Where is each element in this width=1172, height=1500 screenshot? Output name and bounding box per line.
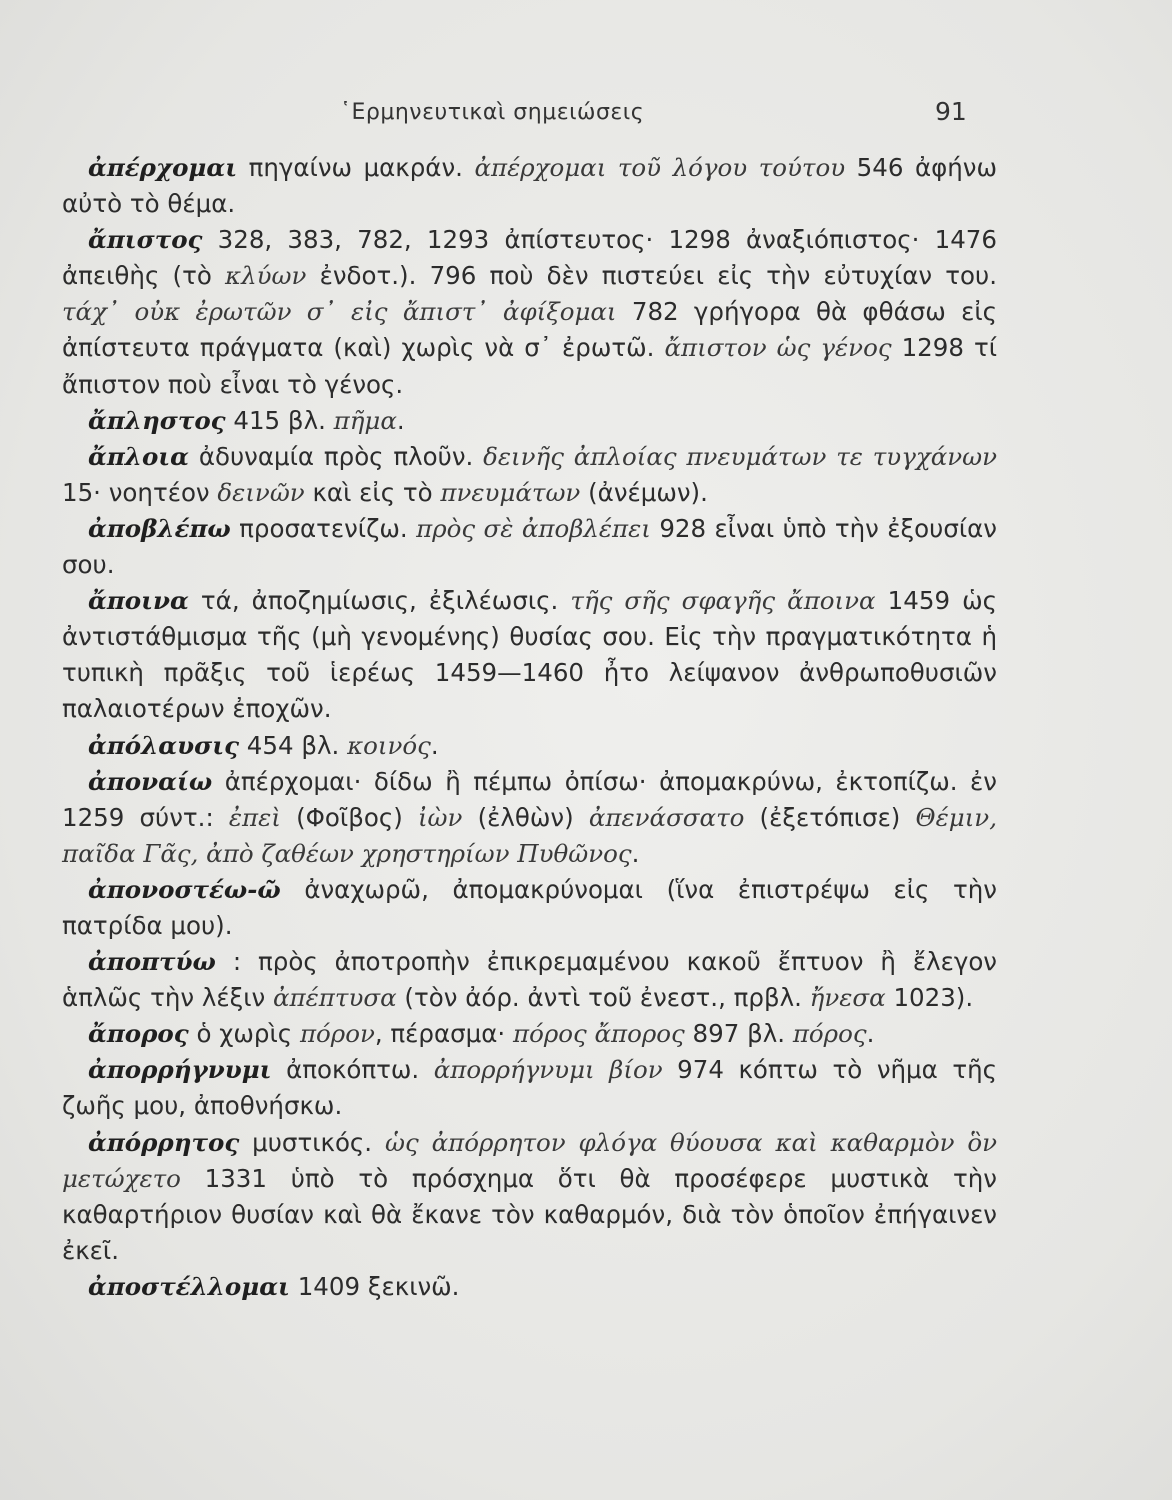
- gloss-text: 1459 ὡς ἀντιστάθμισμα τῆς (μὴ γενομένης) θυσίας σου. Εἰς τὴν πραγματικότητα ἡ τυπικὴ πρᾶξις τοῦ ἱερέως 1459—1460 ἦτο λείψανον ἀνθρωποθυσιῶν παλαιοτέρων ἐποχῶν.: [62, 586, 998, 724]
- gloss-text: .: [430, 730, 439, 760]
- gloss-text: 1409 ξεκινῶ.: [289, 1271, 460, 1301]
- greek-quotation: πνευμάτων: [440, 477, 581, 507]
- greek-quotation: ἰὼν: [417, 802, 463, 832]
- glossary-entry: [62, 1125, 997, 1269]
- headword: ἄπληστος: [88, 405, 226, 435]
- gloss-text: πηγαίνω μακράν.: [237, 153, 475, 182]
- greek-quotation: πόρος ἄπορος: [512, 1019, 685, 1049]
- greek-quotation: ὡς ἀπόρρητον φλόγα θύουσα καὶ καθαρμὸν ὃν μετώχετο: [62, 1127, 997, 1193]
- greek-quotation: δεινῆς ἀπλοίας πνευμάτων τε τυγχάνων: [483, 441, 997, 471]
- headword: ἀποστέλλομαι: [88, 1271, 290, 1301]
- gloss-text: 974 κόπτω τὸ νῆμα τῆς ζωῆς μου, ἀποθνήσκω.: [62, 1055, 997, 1121]
- headword: ἀπέρχομαι: [88, 153, 238, 182]
- greek-quotation: πόρον: [299, 1019, 375, 1049]
- headword: ἀπόρρητος: [88, 1127, 240, 1157]
- greek-quotation: κλύων: [225, 261, 307, 291]
- greek-quotation: Θέμιν, παῖδα Γᾶς, ἀπὸ ζαθέων χρηστηρίων Πυθῶνος: [62, 802, 997, 868]
- gloss-text: ἀναχωρῶ, ἀπομακρύνομαι (ἵνα ἐπιστρέψω εἰς τὴν πατρίδα μου).: [62, 874, 997, 940]
- gloss-text: (ἐξετόπισε): [744, 802, 916, 832]
- glossary-entry: [62, 764, 997, 872]
- gloss-text: , πέρασμα·: [374, 1019, 513, 1049]
- headword: ἀποπτύω: [88, 947, 216, 977]
- headword: ἄποινα: [88, 586, 189, 616]
- gloss-text: 1023).: [885, 983, 974, 1013]
- gloss-text: 1298 τί ἄπιστον ποὺ εἶναι τὸ γένος.: [62, 333, 997, 399]
- headword: ἄπιστος: [88, 225, 203, 255]
- glossary-entry: [62, 583, 997, 727]
- running-title: ῾Ερμηνευτικαὶ σημειώσεις: [340, 100, 645, 125]
- gloss-text: προσατενίζω.: [230, 513, 417, 543]
- gloss-text: 328, 383, 782, 1293 ἀπίστευτος· 1298 ἀναξιόπιστος· 1476 ἀπειθὴς (τὸ: [62, 225, 997, 291]
- glossary-entry: [62, 439, 997, 511]
- glossary-entry: [62, 728, 997, 764]
- gloss-text: ἐνδοτ.). 796 ποὺ δὲν πιστεύει εἰς τὴν εὐτυχίαν του.: [306, 261, 997, 291]
- greek-quotation: δεινῶν: [217, 477, 305, 507]
- gloss-text: μυστικός.: [239, 1127, 385, 1157]
- headword: ἀποβλέπω: [88, 513, 231, 543]
- glossary-entry: [62, 403, 997, 439]
- gloss-text: : πρὸς ἀποτροπὴν ἐπικρεμαμένου κακοῦ ἔπτυον ἢ ἔλεγον ἁπλῶς τὴν λέξιν: [62, 947, 997, 1013]
- greek-quotation: πῆμα: [333, 405, 397, 435]
- glossary-entry: [62, 150, 997, 222]
- headword: ἄπλοια: [88, 441, 190, 471]
- greek-quotation: ἀπενάσσατο: [588, 802, 745, 832]
- greek-quotation: τάχ᾿ οὐκ ἐρωτῶν σ᾿ εἰς ἄπιστ᾿ ἀφίξομαι: [62, 297, 617, 327]
- gloss-text: .: [396, 405, 405, 435]
- headword: ἀπόλαυσις: [88, 730, 239, 760]
- gloss-text: (ἀνέμων).: [580, 477, 708, 507]
- gloss-text: ἀπέρχομαι· δίδω ἢ πέμπω ὀπίσω· ἀπομακρύνω, ἐκτοπίζω. ἐν 1259 σύντ.:: [62, 766, 997, 832]
- greek-quotation: τῆς σῆς σφαγῆς ἄποινα: [570, 586, 876, 616]
- gloss-text: (Φοῖβος): [280, 802, 418, 832]
- gloss-text: .: [866, 1019, 875, 1049]
- greek-quotation: πόρος: [792, 1019, 867, 1049]
- gloss-text: 928 εἶναι ὑπὸ τὴν ἐξουσίαν σου.: [62, 513, 997, 580]
- gloss-text: 897 βλ.: [684, 1019, 793, 1049]
- gloss-text: 1331 ὑπὸ τὸ πρόσχημα ὅτι θὰ προσέφερε μυστικὰ τὴν καθαρτήριον θυσίαν καὶ θὰ ἔκανε τὸν καθαρμόν, διὰ τὸν ὁποῖον ἐπήγαινεν ἐκεῖ.: [62, 1163, 997, 1265]
- gloss-text: 546 ἀφήνω αὐτὸ τὸ θέμα.: [62, 153, 997, 219]
- greek-quotation: ἀπέρχομαι τοῦ λόγου τούτου: [474, 153, 846, 182]
- glossary-entries: [62, 150, 997, 1305]
- glossary-entry: [62, 1052, 997, 1124]
- glossary-entry: [62, 944, 997, 1016]
- glossary-entry: [62, 1016, 997, 1052]
- gloss-text: ὁ χωρὶς: [188, 1019, 300, 1049]
- gloss-text: ἀποκόπτω.: [271, 1055, 434, 1085]
- gloss-text: καὶ εἰς τὸ: [304, 477, 441, 507]
- greek-quotation: ἀπέπτυσα: [273, 983, 397, 1013]
- gloss-text: τά, ἀποζημίωσις, ἐξιλέωσις.: [188, 586, 571, 616]
- gloss-text: 415 βλ.: [225, 405, 334, 435]
- greek-quotation: ἄπιστον ὡς γένος: [664, 333, 892, 363]
- greek-quotation: κοινός: [347, 730, 431, 760]
- glossary-entry: [62, 511, 997, 583]
- glossary-entry: [62, 872, 997, 944]
- greek-quotation: ἐπεὶ: [228, 802, 281, 832]
- gloss-text: 454 βλ.: [239, 730, 348, 760]
- gloss-text: (τὸν ἀόρ. ἀντὶ τοῦ ἐνεστ., πρβλ.: [396, 983, 810, 1013]
- headword: ἀπορρήγνυμι: [88, 1055, 272, 1085]
- gloss-text: 15· νοητέον: [62, 477, 218, 507]
- gloss-text: 782 γρήγορα θὰ φθάσω εἰς ἀπίστευτα πράγματα (καὶ) χωρὶς νὰ σ᾿ ἐρωτῶ.: [62, 297, 997, 363]
- greek-quotation: πρὸς σὲ ἀποβλέπει: [416, 513, 651, 543]
- glossary-entry: [62, 222, 997, 402]
- headword: ἀποναίω: [88, 766, 213, 796]
- headword: ἀπονοστέω-ῶ: [88, 874, 281, 904]
- gloss-text: (ἐλθὼν): [462, 802, 589, 832]
- page-number: 91: [935, 97, 967, 126]
- headword: ἄπορος: [88, 1019, 189, 1049]
- glossary-entry: [62, 1269, 997, 1305]
- gloss-text: .: [631, 838, 640, 868]
- greek-quotation: ἤνεσα: [809, 983, 886, 1013]
- greek-quotation: ἀπορρήγνυμι βίον: [433, 1055, 663, 1085]
- gloss-text: ἀδυναμία πρὸς πλοῦν.: [189, 441, 484, 471]
